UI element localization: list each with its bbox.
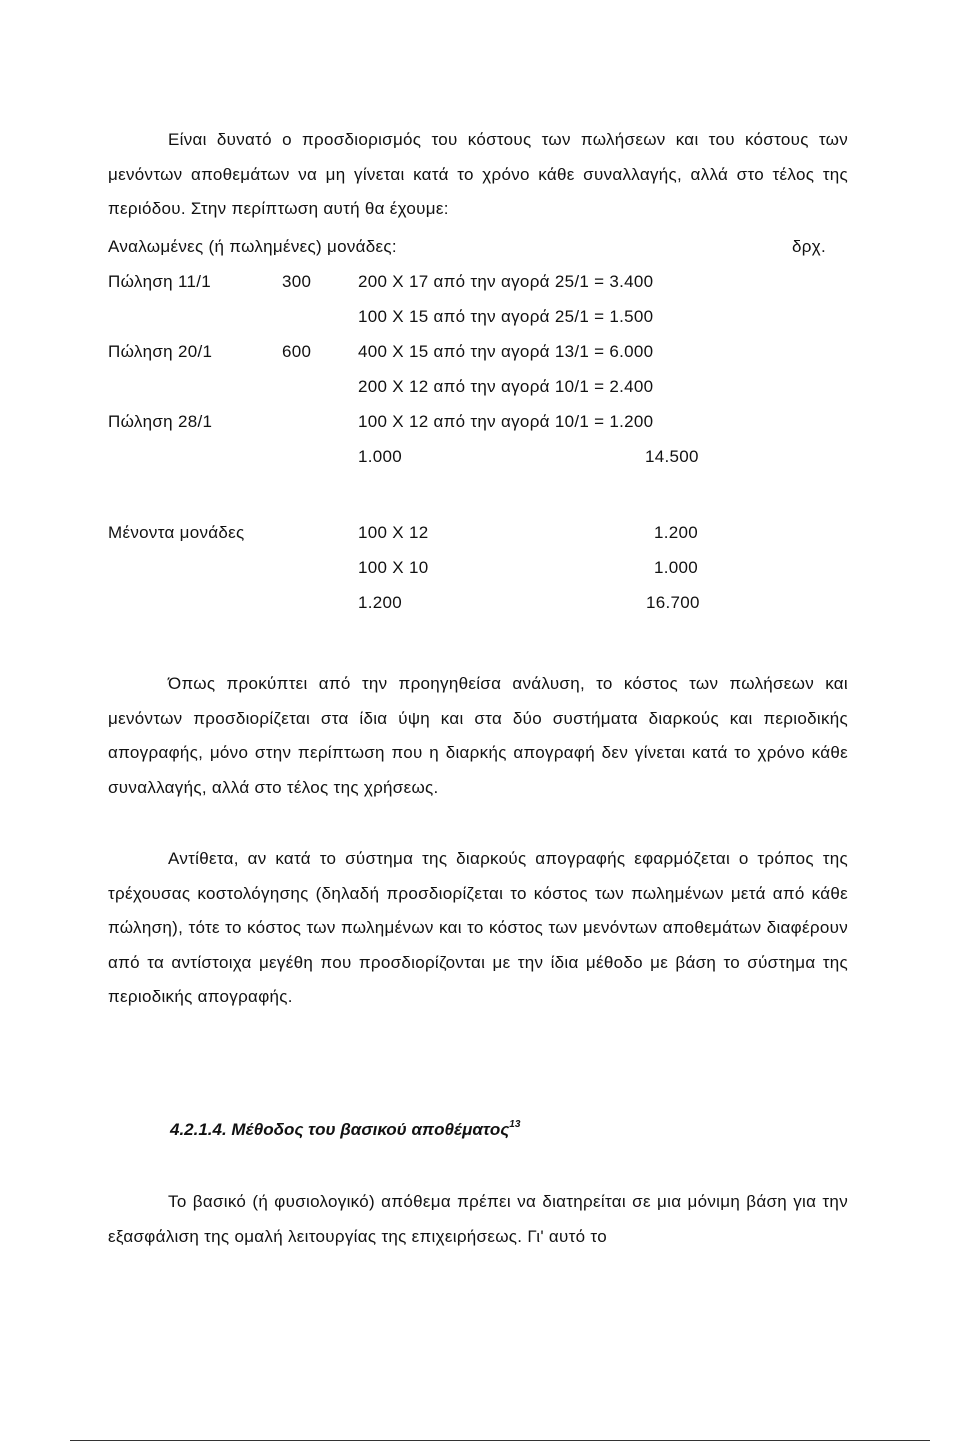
sale-calc: 100 Χ 12 από την αγορά 10/1 = 1.200 bbox=[358, 412, 654, 431]
intro-paragraph: Είναι δυνατό ο προσδιορισμός του κόστους των πωλήσεων και του κόστους των μενόντων αποθεμάτων να μη γίνεται κατά το χρόνο κάθε συναλλαγής, αλλά στο τέλος της περιόδου. Στην περίπτωση αυτή θα έχουμε: bbox=[108, 130, 848, 218]
footnote-marker: 13 bbox=[509, 1119, 521, 1131]
base-stock-paragraph: Το βασικό (ή φυσιολογικό) απόθεμα πρέπει να διατηρείται σε μια μόνιμη βάση για την εξασφάλιση της ομαλή λειτουργίας της επιχειρήσεως. Γι' αυτό το bbox=[108, 1192, 848, 1246]
remaining-units-label: Μένοντα μονάδες bbox=[108, 523, 245, 542]
perpetual-inventory-paragraph: Αντίθετα, αν κατά το σύστημα της διαρκούς απογραφής εφαρμόζεται ο τρόπος της τρέχουσας κοστολόγησης (δηλαδή προσδιορίζεται το κόστος των πωλημένων μετά από κάθε πώληση), τότε το κόστος των πωλημένων και το κόστος των μενόντων αποθεμάτων διαφέρουν από τα αντίστοιχα μεγέθη που προσδιορίζονται με την ίδια μέθοδο με βάση το σύστημα της περιοδικής απογραφής. bbox=[108, 849, 848, 1006]
sales-total-value: 14.500 bbox=[645, 447, 699, 466]
sale-label: Πώληση 20/1 bbox=[108, 342, 213, 361]
section-heading: 4.2.1.4. Μέθοδος του βασικού αποθέματος$^{13}$ bbox=[170, 1119, 521, 1139]
sale-label: Πώληση 11/1 bbox=[108, 272, 211, 291]
remaining-calc: 100 Χ 10 bbox=[358, 558, 429, 577]
sale-calc: 200 Χ 17 από την αγορά 25/1 = 3.400 bbox=[358, 272, 654, 291]
consumed-units-label: Αναλωμένες (ή πωλημένες) μονάδες: bbox=[108, 237, 397, 256]
sale-calc: 100 Χ 15 από την αγορά 25/1 = 1.500 bbox=[358, 307, 654, 326]
remaining-calc: 100 Χ 12 bbox=[358, 523, 429, 542]
sale-qty: 600 bbox=[282, 342, 312, 361]
sales-total-units: 1.000 bbox=[358, 447, 403, 466]
remaining-value: 1.000 bbox=[654, 558, 699, 577]
remaining-value: 1.200 bbox=[654, 523, 699, 542]
sale-label: Πώληση 28/1 bbox=[108, 412, 213, 431]
sale-calc: 200 Χ 12 από την αγορά 10/1 = 2.400 bbox=[358, 377, 654, 396]
remaining-total-units: 1.200 bbox=[358, 593, 403, 612]
analysis-paragraph: Όπως προκύπτει από την προηγηθείσα ανάλυση, το κόστος των πωλήσεων και μενόντων προσδιορίζεται στα ίδια ύψη και στα δύο συστήματα διαρκούς και περιοδικής απογραφής, μόνο στην περίπτωση που η διαρκής απογραφή δεν γίνεται κατά το χρόνο κάθε συναλλαγής, αλλά στο τέλος της χρήσεως. bbox=[108, 674, 848, 797]
sale-calc: 400 Χ 15 από την αγορά 13/1 = 6.000 bbox=[358, 342, 654, 361]
remaining-total-value: 16.700 bbox=[646, 593, 700, 612]
footnote-divider bbox=[70, 1440, 930, 1441]
currency-label: δρχ. bbox=[792, 237, 826, 256]
sale-qty: 300 bbox=[282, 272, 312, 291]
